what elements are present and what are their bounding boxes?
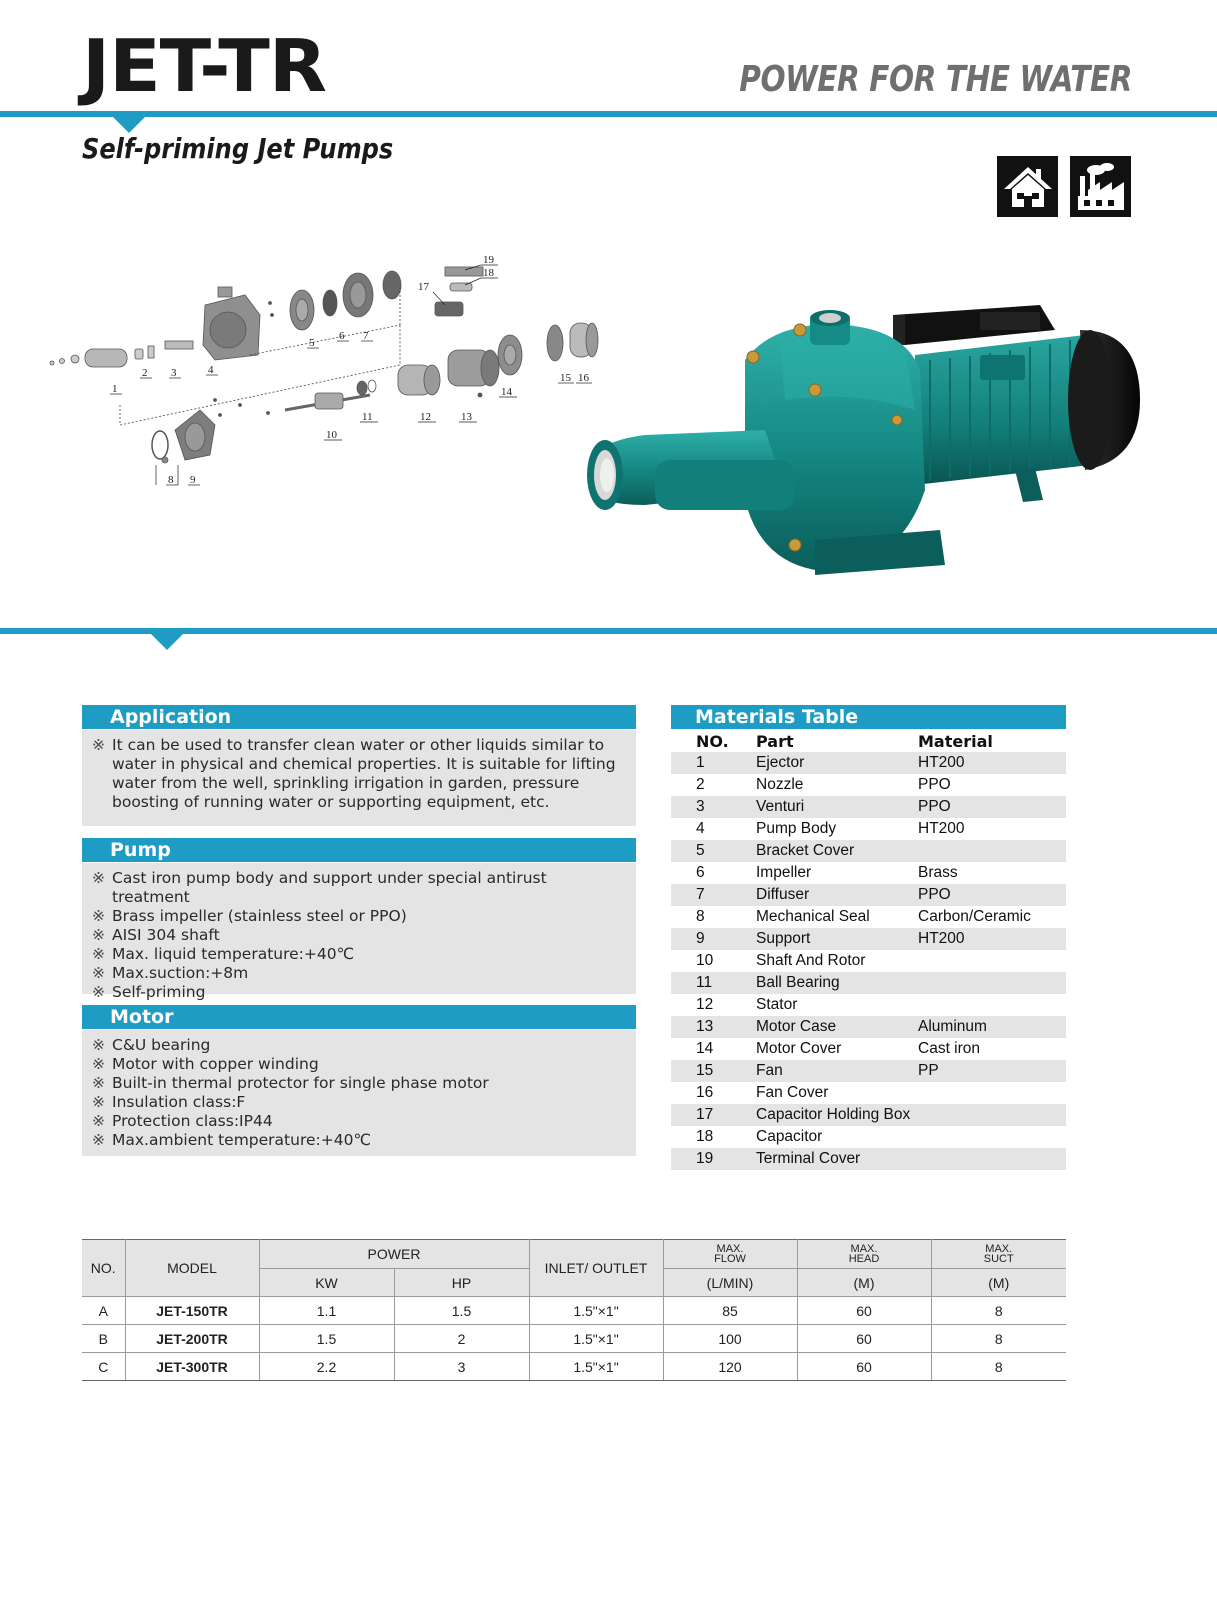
cell-part: Motor Cover <box>756 1040 842 1057</box>
table-row <box>671 752 1066 774</box>
cell-no: C <box>82 1353 125 1381</box>
pump-feature: AISI 304 shaft <box>112 926 220 944</box>
cell-suct: 8 <box>931 1297 1066 1325</box>
pump-feature: Max.suction:+8m <box>112 964 249 982</box>
diagram-label: 19 <box>483 254 494 266</box>
table-row <box>671 1060 1066 1082</box>
exploded-parts-diagram <box>40 245 610 505</box>
cell-part: Motor Case <box>756 1018 837 1035</box>
bullet-mark: ※ <box>92 1074 105 1092</box>
brand-slogan: POWER FOR THE WATER <box>739 59 1132 100</box>
header-rule <box>0 111 1217 117</box>
header-line: MAX. <box>716 1243 744 1255</box>
cell-no: B <box>82 1325 125 1353</box>
list-item <box>92 983 626 1002</box>
bullet-mark: ※ <box>92 926 105 944</box>
bullet-mark: ※ <box>92 869 105 887</box>
cell-kw: 1.1 <box>259 1297 394 1325</box>
list-item <box>92 1036 626 1055</box>
diagram-label: 17 <box>418 281 429 293</box>
cell-part: Terminal Cover <box>756 1150 861 1167</box>
column-header: Part <box>756 731 794 751</box>
cell-part: Bracket Cover <box>756 842 855 859</box>
diagram-label: 11 <box>362 411 373 423</box>
cell-model: JET-300TR <box>125 1353 259 1381</box>
table-row <box>671 1038 1066 1060</box>
column-header: (M) <box>931 1269 1066 1297</box>
cell-no: 3 <box>696 798 705 815</box>
application-heading: Application <box>82 705 636 729</box>
diagram-label: 6 <box>339 330 345 342</box>
list-item <box>92 869 626 907</box>
cell-material: HT200 <box>918 754 965 771</box>
cell-hp: 1.5 <box>394 1297 529 1325</box>
bullet-mark: ※ <box>92 1131 105 1149</box>
cell-model: JET-150TR <box>125 1297 259 1325</box>
cell-part: Fan <box>756 1062 783 1079</box>
house-icon <box>997 156 1058 217</box>
table-row <box>671 972 1066 994</box>
cell-material: HT200 <box>918 820 965 837</box>
cell-inlet: 1.5"×1" <box>529 1353 663 1381</box>
pump-feature: Cast iron pump body and support under special antirust treatment <box>112 869 547 906</box>
bullet-mark: ※ <box>92 736 105 754</box>
cell-part: Ball Bearing <box>756 974 840 991</box>
column-header: (L/MIN) <box>663 1269 797 1297</box>
cell-no: A <box>82 1297 125 1325</box>
cell-no: 1 <box>696 754 705 771</box>
cell-no: 11 <box>696 974 713 991</box>
table-row <box>671 862 1066 884</box>
pump-body <box>82 863 636 1001</box>
diagram-label: 2 <box>142 367 148 379</box>
header-line: HEAD <box>848 1253 880 1265</box>
cell-no: 9 <box>696 930 705 947</box>
motor-feature: Built-in thermal protector for single phase motor <box>112 1074 489 1092</box>
table-row <box>671 796 1066 818</box>
diagram-label: 3 <box>171 367 177 379</box>
cell-no: 15 <box>696 1062 714 1079</box>
cell-head: 60 <box>797 1325 931 1353</box>
list-item <box>92 1112 626 1131</box>
cell-no: 2 <box>696 776 705 793</box>
cell-suct: 8 <box>931 1353 1066 1381</box>
cell-no: 14 <box>696 1040 714 1057</box>
cell-no: 12 <box>696 996 714 1013</box>
cell-part: Nozzle <box>756 776 804 793</box>
cell-part: Fan Cover <box>756 1084 829 1101</box>
table-row <box>671 1126 1066 1148</box>
spec-header-row <box>82 1240 1066 1269</box>
pump-product-photo <box>585 290 1155 615</box>
cell-kw: 2.2 <box>259 1353 394 1381</box>
list-item <box>92 736 626 812</box>
cell-part: Stator <box>756 996 798 1013</box>
cell-material: PPO <box>918 776 951 793</box>
column-header: (M) <box>797 1269 931 1297</box>
table-row <box>671 1082 1066 1104</box>
cell-part: Venturi <box>756 798 805 815</box>
cell-hp: 3 <box>394 1353 529 1381</box>
list-item <box>92 1074 626 1093</box>
column-header: Material <box>918 731 993 751</box>
table-row <box>671 994 1066 1016</box>
cell-flow: 120 <box>663 1353 797 1381</box>
diagram-label: 12 <box>420 411 431 423</box>
pump-feature: Self-priming <box>112 983 206 1001</box>
table-row <box>671 1104 1066 1126</box>
cell-part: Mechanical Seal <box>756 908 870 925</box>
list-item <box>92 1055 626 1074</box>
motor-body <box>82 1030 636 1156</box>
cell-hp: 2 <box>394 1325 529 1353</box>
cell-no: 6 <box>696 864 705 881</box>
diagram-label: 5 <box>309 337 315 349</box>
table-row <box>671 818 1066 840</box>
cell-no: 13 <box>696 1018 714 1035</box>
table-row <box>671 1148 1066 1170</box>
cell-no: 5 <box>696 842 705 859</box>
diagram-label: 4 <box>208 364 214 376</box>
cell-material: Cast iron <box>918 1040 981 1057</box>
column-header <box>797 1240 931 1269</box>
cell-no: 7 <box>696 886 705 903</box>
column-header: POWER <box>259 1240 529 1269</box>
header-rule-notch <box>112 116 146 133</box>
column-header: NO. <box>696 731 729 751</box>
table-row <box>82 1353 1066 1381</box>
cell-part: Shaft And Rotor <box>756 952 866 969</box>
cell-part: Support <box>756 930 811 947</box>
column-header: HP <box>394 1269 529 1297</box>
diagram-label: 8 <box>168 474 174 486</box>
cell-part: Diffuser <box>756 886 810 903</box>
table-row <box>671 840 1066 862</box>
cell-no: 17 <box>696 1106 714 1123</box>
diagram-label: 7 <box>363 330 369 342</box>
cell-inlet: 1.5"×1" <box>529 1297 663 1325</box>
application-text: It can be used to transfer clean water or other liquids similar to water in physical and chemical properties. It is suitable for lifting water from the well, sprinkling irrigation in garden, pressure boosting of running water or supporting equipment, etc. <box>112 736 616 811</box>
cell-kw: 1.5 <box>259 1325 394 1353</box>
cell-material: HT200 <box>918 930 965 947</box>
motor-feature: Protection class:IP44 <box>112 1112 273 1130</box>
table-row <box>671 928 1066 950</box>
list-item <box>92 945 626 964</box>
materials-table <box>671 730 1066 1170</box>
materials-header-row <box>671 730 1066 752</box>
cell-no: 19 <box>696 1150 714 1167</box>
application-body <box>82 730 636 826</box>
header-line: MAX. <box>985 1243 1013 1255</box>
bullet-mark: ※ <box>92 945 105 963</box>
column-header <box>931 1240 1066 1269</box>
list-item <box>92 1131 626 1150</box>
cell-material: Aluminum <box>918 1018 987 1035</box>
cell-no: 16 <box>696 1084 714 1101</box>
bullet-mark: ※ <box>92 983 105 1001</box>
bullet-mark: ※ <box>92 964 105 982</box>
cell-part: Capacitor <box>756 1128 823 1145</box>
header-line: SUCT <box>983 1253 1014 1265</box>
usage-icons <box>997 156 1131 217</box>
pump-feature: Brass impeller (stainless steel or PPO) <box>112 907 407 925</box>
cell-material: Carbon/Ceramic <box>918 908 1031 925</box>
cell-flow: 85 <box>663 1297 797 1325</box>
diagram-label: 18 <box>483 267 494 279</box>
section-rule-notch <box>150 633 184 650</box>
header-line: MAX. <box>850 1243 878 1255</box>
cell-part: Capacitor Holding Box <box>756 1106 911 1123</box>
bullet-mark: ※ <box>92 1093 105 1111</box>
bullet-mark: ※ <box>92 1055 105 1073</box>
diagram-label: 16 <box>578 372 589 384</box>
page-subtitle: Self-priming Jet Pumps <box>82 132 394 165</box>
cell-material: PP <box>918 1062 939 1079</box>
column-header: INLET/ OUTLET <box>529 1240 663 1297</box>
table-row <box>671 950 1066 972</box>
cell-no: 10 <box>696 952 714 969</box>
diagram-label: 14 <box>501 386 512 398</box>
bullet-mark: ※ <box>92 1112 105 1130</box>
cell-material: PPO <box>918 798 951 815</box>
cell-part: Pump Body <box>756 820 837 837</box>
motor-feature: C&U bearing <box>112 1036 211 1054</box>
cell-part: Impeller <box>756 864 812 881</box>
cell-model: JET-200TR <box>125 1325 259 1353</box>
column-header: MODEL <box>125 1240 259 1297</box>
column-header: KW <box>259 1269 394 1297</box>
spec-table <box>82 1239 1066 1381</box>
column-header: NO. <box>82 1240 125 1297</box>
cell-inlet: 1.5"×1" <box>529 1325 663 1353</box>
list-item <box>92 1093 626 1112</box>
header-line: FLOW <box>714 1253 746 1265</box>
diagram-label: 10 <box>326 429 337 441</box>
motor-feature: Insulation class:F <box>112 1093 246 1111</box>
column-header <box>663 1240 797 1269</box>
list-item <box>92 964 626 983</box>
diagram-label: 9 <box>190 474 196 486</box>
cell-part: Ejector <box>756 754 805 771</box>
page-title: JET-TR <box>82 24 326 108</box>
cell-material: Brass <box>918 864 958 881</box>
motor-heading: Motor <box>82 1005 636 1029</box>
table-row <box>671 774 1066 796</box>
cell-material: PPO <box>918 886 951 903</box>
cell-no: 4 <box>696 820 705 837</box>
diagram-label: 13 <box>461 411 472 423</box>
cell-flow: 100 <box>663 1325 797 1353</box>
list-item <box>92 907 626 926</box>
pump-feature: Max. liquid temperature:+40℃ <box>112 945 355 963</box>
bullet-mark: ※ <box>92 1036 105 1054</box>
list-item <box>92 926 626 945</box>
motor-feature: Max.ambient temperature:+40℃ <box>112 1131 371 1149</box>
cell-no: 18 <box>696 1128 714 1145</box>
table-row <box>671 1016 1066 1038</box>
cell-head: 60 <box>797 1353 931 1381</box>
materials-heading: Materials Table <box>671 705 1066 729</box>
diagram-label: 15 <box>560 372 571 384</box>
table-row <box>82 1325 1066 1353</box>
cell-no: 8 <box>696 908 705 925</box>
motor-feature: Motor with copper winding <box>112 1055 319 1073</box>
table-row <box>82 1297 1066 1325</box>
pump-heading: Pump <box>82 838 636 862</box>
table-row <box>671 906 1066 928</box>
table-row <box>671 884 1066 906</box>
diagram-label: 1 <box>112 383 118 395</box>
cell-suct: 8 <box>931 1325 1066 1353</box>
factory-icon <box>1070 156 1131 217</box>
cell-head: 60 <box>797 1297 931 1325</box>
bullet-mark: ※ <box>92 907 105 925</box>
